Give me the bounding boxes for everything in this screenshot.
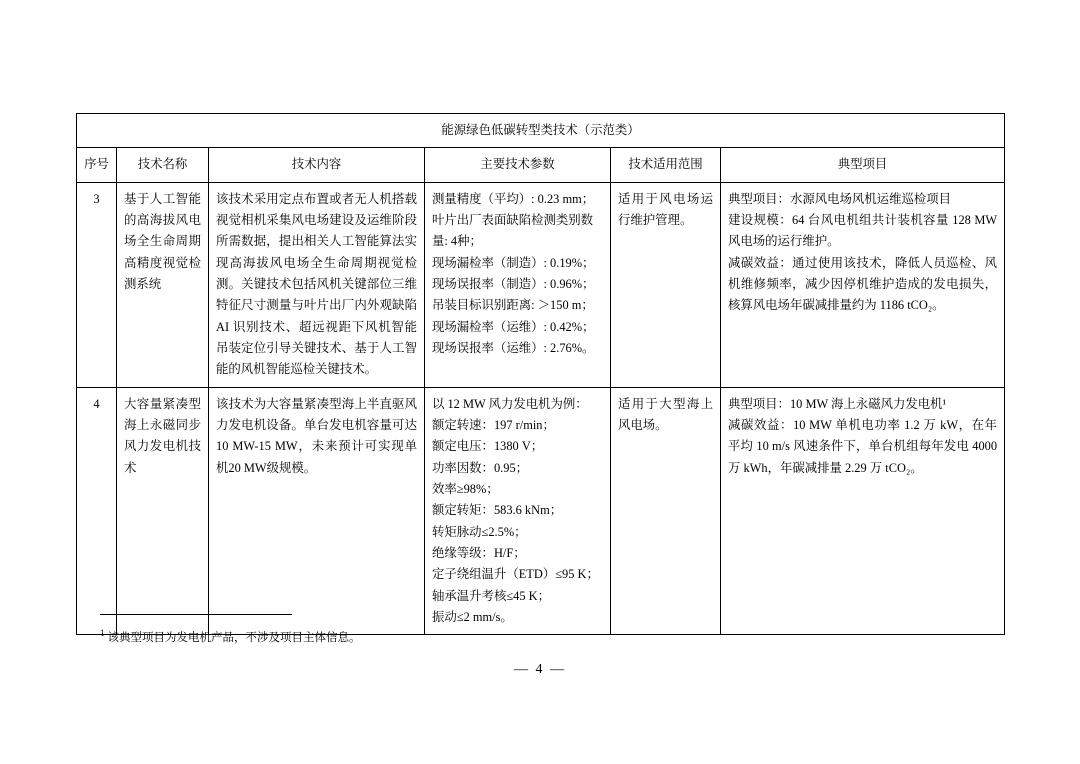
param-line: 现场误报率（运维）: 2.76%。 bbox=[432, 340, 595, 355]
table-row bbox=[77, 387, 1005, 635]
tech-name-text: 基于人工智能的高海拔风电场全生命周期高精度视觉检测系统 bbox=[124, 191, 201, 291]
row-tech-scope bbox=[611, 182, 721, 387]
footnote-mark: 1 bbox=[100, 628, 105, 638]
row-tech-content bbox=[209, 387, 425, 635]
tech-content-text: 该技术为大容量紧凑型海上半直驱风力发电机设备。单台发电机容量可达10 MW-15 MW，未来预计可实现单机20 MW级规模。 bbox=[216, 396, 417, 475]
table-header-row bbox=[77, 148, 1005, 182]
project-line: 典型项目：10 MW 海上永磁风力发电机¹ bbox=[728, 396, 947, 411]
header-params: 主要技术参数 bbox=[425, 148, 611, 182]
param-line: 额定转矩：583.6 kNm； bbox=[432, 503, 563, 518]
param-line: 现场漏检率（制造）: 0.19%； bbox=[432, 255, 595, 270]
param-line: 现场误报率（制造）: 0.96%； bbox=[432, 276, 595, 291]
header-scope: 技术适用范围 bbox=[611, 148, 721, 182]
row-tech-params bbox=[425, 182, 611, 387]
param-line: 吊装目标识别距离: ＞150 m； bbox=[432, 298, 594, 313]
row-tech-scope bbox=[611, 387, 721, 635]
project-line: 减碳效益：通过使用该技术，降低人员巡检、风机维修频率，减少因停机维护造成的发电损失，核算风电场年碳减排量约为 1186 tCO₂。 bbox=[728, 255, 998, 313]
row-seq: 3 bbox=[77, 182, 117, 387]
tech-name-text: 大容量紧凑型海上永磁同步风力发电机技术 bbox=[124, 396, 201, 475]
row-tech-name bbox=[117, 182, 209, 387]
row-seq: 4 bbox=[77, 387, 117, 635]
param-line: 功率因数：0.95； bbox=[432, 460, 529, 475]
param-line: 以 12 MW 风力发电机为例： bbox=[432, 396, 588, 411]
footnote bbox=[100, 626, 800, 647]
table-title: 能源绿色低碳转型类技术（示范类） bbox=[77, 114, 1005, 148]
scope-text: 适用于大型海上风电场。 bbox=[618, 396, 713, 432]
project-line: 典型项目：水源风电场风机运维巡检项目 bbox=[728, 191, 952, 206]
scope-text: 适用于风电场运行维护管理。 bbox=[618, 191, 713, 227]
header-project: 典型项目 bbox=[721, 148, 1005, 182]
project-line: 减碳效益：10 MW 单机电功率 1.2 万 kW，在年平均 10 m/s 风速条件下，单台机组每年发电 4000 万 kWh，年碳减排量 2.29 万 tCO₂。 bbox=[728, 417, 998, 475]
header-name: 技术名称 bbox=[117, 148, 209, 182]
param-line: 转矩脉动≤2.5%； bbox=[432, 524, 527, 539]
footnote-separator bbox=[100, 614, 292, 615]
row-tech-name bbox=[117, 387, 209, 635]
param-line: 效率≥98%； bbox=[432, 481, 499, 496]
header-seq: 序号 bbox=[77, 148, 117, 182]
param-line: 轴承温升考核≤45 K； bbox=[432, 588, 550, 603]
table-row bbox=[77, 182, 1005, 387]
technology-table bbox=[76, 113, 1005, 635]
param-line: 额定转速：197 r/min； bbox=[432, 417, 555, 432]
param-line: 定子绕组温升（ETD）≤95 K； bbox=[432, 567, 599, 582]
row-tech-params bbox=[425, 387, 611, 635]
table-title-row bbox=[77, 114, 1005, 148]
row-tech-content bbox=[209, 182, 425, 387]
header-content: 技术内容 bbox=[209, 148, 425, 182]
row-typical-project bbox=[721, 182, 1005, 387]
project-line: 建设规模：64 台风电机组共计装机容量 128 MW 风电场的运行维护。 bbox=[728, 212, 998, 249]
param-line: 现场漏检率（运维）: 0.42%； bbox=[432, 319, 595, 334]
param-line: 额定电压：1380 V； bbox=[432, 439, 544, 454]
row-typical-project bbox=[721, 387, 1005, 635]
footnote-text: 该典型项目为发电机产品，不涉及项目主体信息。 bbox=[107, 631, 361, 644]
page-number: — 4 — bbox=[514, 662, 566, 677]
param-line: 叶片出厂表面缺陷检测类别数量: 4种； bbox=[432, 212, 594, 249]
param-line: 测量精度（平均）: 0.23 mm； bbox=[432, 191, 595, 206]
param-line: 绝缘等级：H/F； bbox=[432, 545, 526, 560]
param-line: 振动≤2 mm/s。 bbox=[432, 609, 513, 624]
tech-content-text: 该技术采用定点布置或者无人机搭载视觉相机采集风电场建设及运维阶段所需数据，提出相关人工智能算法实现高海拔风电场全生命周期视觉检测。关键技术包括风机关键部位三维特征尺寸测量与叶片出厂内外观缺陷AI 识别技术、超远视距下风机智能吊装定位引导关键技术、基于人工智能的风机智能巡检关键技术。 bbox=[216, 191, 417, 377]
